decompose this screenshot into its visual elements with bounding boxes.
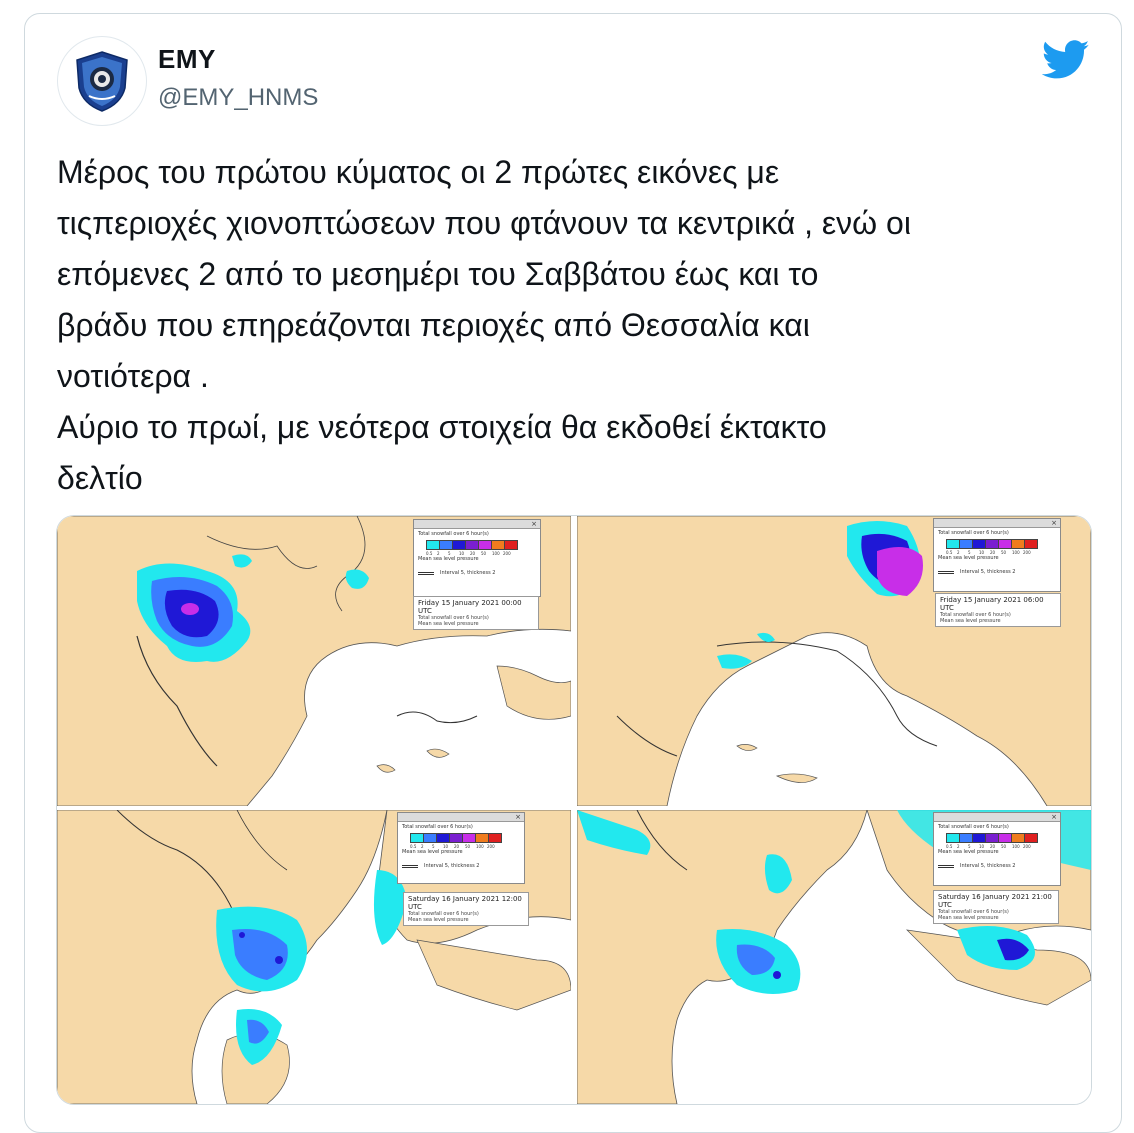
map-date: Saturday 16 January 2021 21:00 UTC <box>938 893 1052 909</box>
legend-tick: 100 <box>476 844 484 849</box>
legend-tick: 10 <box>459 551 465 556</box>
forecast-map-3[interactable] <box>57 810 571 1104</box>
swatch <box>439 540 453 550</box>
isobar-sample-icon <box>418 572 434 575</box>
swatch <box>410 833 424 843</box>
legend-note: Mean sea level pressure <box>402 849 463 855</box>
swatch <box>946 833 960 843</box>
swatch <box>452 540 466 550</box>
swatch <box>488 833 502 843</box>
swatch <box>478 540 492 550</box>
legend-tick: 50 <box>481 551 487 556</box>
legend-title: Total snowfall over 6 hour(s) <box>402 824 473 830</box>
tweet-text-line: δελτίο <box>57 460 143 496</box>
swatch <box>985 539 999 549</box>
isobar-sample-icon <box>938 865 954 868</box>
swatch <box>475 833 489 843</box>
swatch <box>1011 833 1025 843</box>
legend-title: Total snowfall over 6 hour(s) <box>938 824 1009 830</box>
legend-tick: 5 <box>448 551 451 556</box>
forecast-map-1[interactable] <box>57 516 571 806</box>
avatar[interactable] <box>57 36 147 126</box>
forecast-map-2[interactable] <box>577 516 1091 806</box>
close-icon[interactable]: × <box>531 520 537 528</box>
legend-line: Interval 5, thickness 2 <box>960 569 1016 575</box>
legend-tick: 2 <box>957 844 960 849</box>
close-icon[interactable]: × <box>1051 813 1057 821</box>
tweet-text-line: βράδυ που επηρεάζονται περιοχές από Θεσσαλία και <box>57 307 810 343</box>
legend-tick: 100 <box>492 551 500 556</box>
map-legend <box>413 519 541 597</box>
swatch <box>946 539 960 549</box>
legend-title: Total snowfall over 6 hour(s) <box>938 530 1009 536</box>
forecast-map-4[interactable] <box>577 810 1091 1104</box>
swatch <box>449 833 463 843</box>
isobar-sample-icon <box>402 865 418 868</box>
map-subtitle: Mean sea level pressure <box>938 915 999 921</box>
legend-line: Interval 5, thickness 2 <box>424 863 480 869</box>
map-info-box <box>403 892 529 926</box>
swatch <box>1024 539 1038 549</box>
swatch <box>959 539 973 549</box>
legend-tick: 50 <box>1001 844 1007 849</box>
swatch <box>426 540 440 550</box>
map-date: Friday 15 January 2021 06:00 UTC <box>940 596 1044 612</box>
map-date: Saturday 16 January 2021 12:00 UTC <box>408 895 522 911</box>
legend-tick: 10 <box>443 844 449 849</box>
legend-tick: 0.5 <box>946 844 953 849</box>
legend-tick: 5 <box>968 844 971 849</box>
swatch <box>972 833 986 843</box>
map-subtitle: Total snowfall over 6 hour(s) <box>940 612 1011 618</box>
user-handle[interactable]: @EMY_HNMS <box>158 84 319 111</box>
legend-tick: 50 <box>1001 550 1007 555</box>
legend-tick: 200 <box>1023 844 1031 849</box>
swatch <box>423 833 437 843</box>
swatch <box>998 833 1012 843</box>
display-name[interactable]: ΕΜΥ <box>158 44 216 74</box>
media-grid <box>56 515 1092 1105</box>
legend-tick: 5 <box>432 844 435 849</box>
tweet-text-line: επόμενες 2 από το μεσημέρι του Σαββάτου έως και το <box>57 256 819 292</box>
legend-tick: 20 <box>990 550 996 555</box>
close-icon[interactable]: × <box>515 813 521 821</box>
legend-note: Mean sea level pressure <box>938 849 999 855</box>
swatch <box>436 833 450 843</box>
legend-line: Interval 5, thickness 2 <box>960 863 1016 869</box>
map-subtitle: Total snowfall over 6 hour(s) <box>418 615 489 621</box>
close-icon[interactable]: × <box>1051 519 1057 527</box>
legend-tick: 100 <box>1012 844 1020 849</box>
tweet-text-line: νοτιότερα . <box>57 358 209 394</box>
legend-tick: 20 <box>454 844 460 849</box>
swatch <box>1024 833 1038 843</box>
swatch <box>462 833 476 843</box>
legend-tick: 0.5 <box>946 550 953 555</box>
swatch <box>465 540 479 550</box>
legend-tick: 200 <box>503 551 511 556</box>
legend-tick: 20 <box>470 551 476 556</box>
legend-tick: 50 <box>465 844 471 849</box>
swatch <box>504 540 518 550</box>
tweet-text <box>57 147 1107 504</box>
map-subtitle: Mean sea level pressure <box>408 917 469 923</box>
legend-tick: 2 <box>437 551 440 556</box>
map-date: Friday 15 January 2021 00:00 UTC <box>418 599 522 615</box>
map-subtitle: Mean sea level pressure <box>418 621 479 627</box>
tweet-text-line: τιςπεριοχές χιονοπτώσεων που φτάνουν τα κεντρικά , ενώ οι <box>57 205 911 241</box>
hnms-logo-icon <box>69 48 135 114</box>
legend-tick: 200 <box>487 844 495 849</box>
legend-note: Mean sea level pressure <box>418 556 479 562</box>
tweet-text-line: Αύριο το πρωί, με νεότερα στοιχεία θα εκδοθεί έκτακτο <box>57 409 827 445</box>
swatch <box>959 833 973 843</box>
swatch <box>985 833 999 843</box>
legend-tick: 20 <box>990 844 996 849</box>
map-legend <box>397 812 525 884</box>
swatch <box>972 539 986 549</box>
legend-tick: 2 <box>421 844 424 849</box>
legend-tick: 10 <box>979 844 985 849</box>
map-subtitle: Mean sea level pressure <box>940 618 1001 624</box>
legend-tick: 0.5 <box>426 551 433 556</box>
swatch <box>998 539 1012 549</box>
isobar-sample-icon <box>938 571 954 574</box>
legend-line: Interval 5, thickness 2 <box>440 570 496 576</box>
map-legend <box>933 518 1061 592</box>
legend-tick: 100 <box>1012 550 1020 555</box>
swatch <box>491 540 505 550</box>
legend-tick: 2 <box>957 550 960 555</box>
map-info-box <box>413 596 539 630</box>
tweet-text-line: Μέρος του πρώτου κύματος οι 2 πρώτες εικόνες με <box>57 154 780 190</box>
map-info-box <box>933 890 1059 924</box>
map-subtitle: Total snowfall over 6 hour(s) <box>408 911 479 917</box>
legend-tick: 200 <box>1023 550 1031 555</box>
map-legend <box>933 812 1061 886</box>
twitter-bird-icon[interactable] <box>1042 40 1090 80</box>
legend-tick: 10 <box>979 550 985 555</box>
legend-title: Total snowfall over 6 hour(s) <box>418 531 489 537</box>
map-info-box <box>935 593 1061 627</box>
map-subtitle: Total snowfall over 6 hour(s) <box>938 909 1009 915</box>
legend-note: Mean sea level pressure <box>938 555 999 561</box>
legend-tick: 5 <box>968 550 971 555</box>
swatch <box>1011 539 1025 549</box>
legend-tick: 0.5 <box>410 844 417 849</box>
